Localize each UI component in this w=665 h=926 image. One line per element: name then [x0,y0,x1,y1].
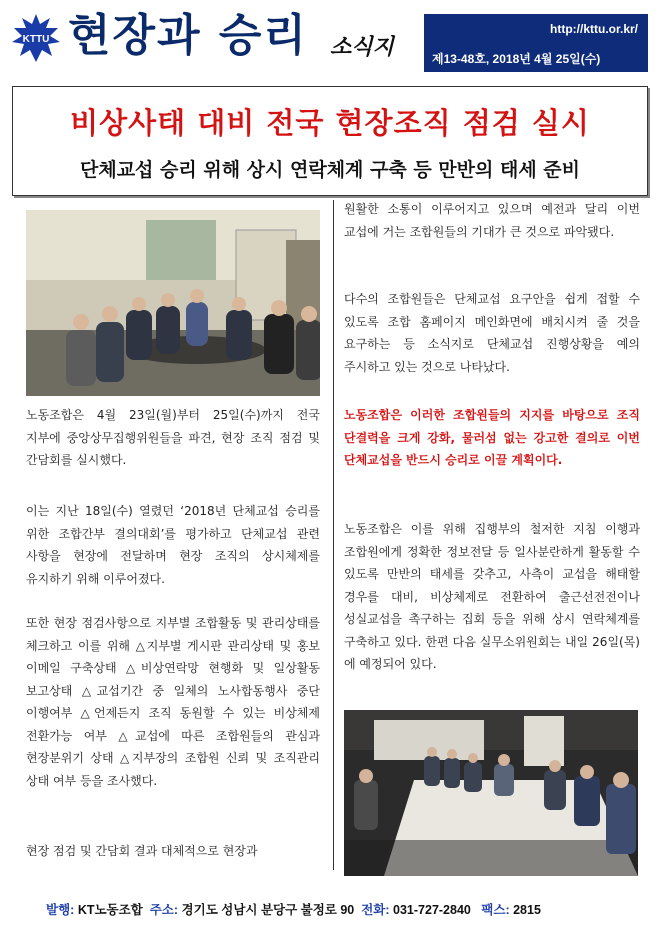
phone-label: 전화: [361,903,390,917]
right-paragraph-2: 다수의 조합원들은 단체교섭 요구안을 쉽게 접할 수 있도록 조합 홈페이지 메인화면에 배치시켜 줄 것을 요구하는 등 소식지로 단체교섭 진행상황을 예의 주시하고 있는 것으로 나타났다. [344,292,640,374]
address: 경기도 성남시 분당구 불정로 90 [181,903,355,917]
right-paragraph-highlight: 노동조합은 이러한 조합원들의 지지를 바탕으로 조직 단결력을 크게 강화, 물러섬 없는 강고한 결의로 이번 단체교섭을 반드시 승리로 이끌 계획이다. [344,408,640,467]
right-paragraph-1: 원활한 소통이 이루어지고 있으며 예전과 달리 이번 교섭에 거는 조합원들의 기대가 큰 것으로 파악됐다. [344,202,640,239]
meeting-photo-office [26,210,320,396]
column-divider [333,200,334,870]
footer [46,900,541,918]
issue-date: 제13-48호, 2018년 4월 25일(수) [432,52,601,66]
left-paragraph-1: 노동조합은 4월 23일(월)부터 25일(수)까지 전국 지부에 중앙상무집행위원들을 파견, 현장 조직 점검 및 간담회를 실시했다. [26,408,320,467]
publisher-label: 발행: [46,903,75,917]
kttu-logo [12,14,60,62]
meeting-photo-conference-room [344,710,638,876]
phone: 031-727-2840 [393,903,471,917]
fax-label: 팩스: [481,903,510,917]
logo-text: KTTU [22,34,50,45]
left-paragraph-4: 현장 점검 및 간담회 결과 대체적으로 현장과 [26,844,258,858]
right-paragraph-3: 노동조합은 이를 위해 집행부의 철저한 지침 이행과 조합원에게 정확한 정보전달 등 일사분란하게 활동할 수 있도록 만반의 태세를 갖추고, 사측이 교섭을 해태할 경우를 대비, 비상체제로 전환하여 출근선전전이나 성실교섭을 촉구하는 집회 등을 위해 상시 연락체계를 구축하고 있다. 한편 다음 실무소위원회는 내일 26일(목)에 예정되어 있다. [344,522,640,671]
masthead-subtitle: 소식지 [330,35,394,60]
left-paragraph-3: 또한 현장 점검사항으로 지부별 조합활동 및 관리상태를 체크하고 이를 위해 △지부별 게시판 관리상태 및 홍보 이메일 구축상태 △비상연락망 현행화 및 일상활동 보고상태 △교섭기간 중 일체의 노사합동행사 중단 이행여부 △언제든지 조직 동원할 수 있는 비상체제 전환가능 여부 △교섭에 따른 조합원들의 관심과 현장분위기 상태 △지부장의 조합원 신뢰 및 조직관리 상태 여부 등을 조사했다. [26,616,320,788]
left-paragraph-2: 이는 지난 18일(수) 열렸던 ‘2018년 단체교섭 승리를 위한 조합간부 결의대회’를 평가하고 단체교섭 관련 사항을 현장에 전달하며 현장 조직의 상시체제를 유지하기 위해 이루어졌다. [26,504,320,586]
headline: 비상사태 대비 전국 현장조직 점검 실시 [70,106,590,140]
website-link[interactable]: http://kttu.or.kr/ [550,22,638,36]
masthead-title: 현장과 승리 [68,10,308,61]
issue-info-box [424,14,648,72]
publisher: KT노동조합 [77,903,143,917]
headline-frame [12,86,648,196]
fax: 2815 [513,903,541,917]
address-label: 주소: [149,903,179,917]
subheadline: 단체교섭 승리 위해 상시 연락체계 구축 등 만반의 태세 준비 [79,159,581,181]
